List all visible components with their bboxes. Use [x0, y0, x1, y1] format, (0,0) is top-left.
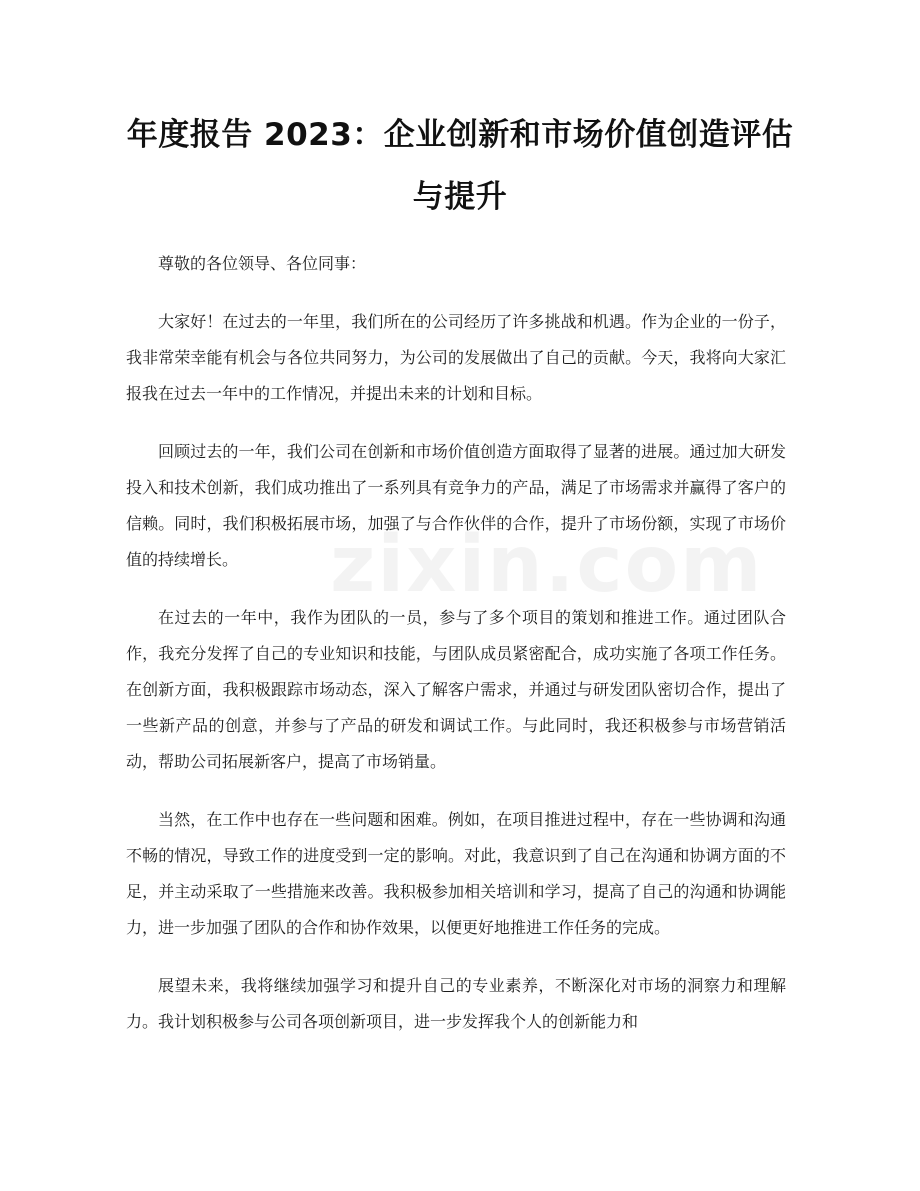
paragraph: 展望未来，我将继续加强学习和提升自己的专业素养，不断深化对市场的洞察力和理解力。我计划积极参与公司各项创新项目，进一步发挥我个人的创新能力和 — [126, 976, 786, 1031]
paragraph: 回顾过去的一年，我们公司在创新和市场价值创造方面取得了显著的进展。通过加大研发投入和技术创新，我们成功推出了一系列具有竞争力的产品，满足了市场需求并赢得了客户的信赖。同时，我们积极拓展市场，加强了与合作伙伴的合作，提升了市场份额，实现了市场价值的持续增长。 — [126, 442, 786, 569]
document-body — [126, 246, 786, 1062]
paragraph: 大家好！在过去的一年里，我们所在的公司经历了许多挑战和机遇。作为企业的一份子，我非常荣幸能有机会与各位共同努力，为公司的发展做出了自己的贡献。今天，我将向大家汇报我在过去一年中的工作情况，并提出未来的计划和目标。 — [126, 312, 786, 403]
paragraph: 在过去的一年中，我作为团队的一员，参与了多个项目的策划和推进工作。通过团队合作，我充分发挥了自己的专业知识和技能，与团队成员紧密配合，成功实施了各项工作任务。在创新方面，我积极跟踪市场动态，深入了解客户需求，并通过与研发团队密切合作，提出了一些新产品的创意，并参与了产品的研发和调试工作。与此同时，我还积极参与市场营销活动，帮助公司拓展新客户，提高了市场销量。 — [126, 608, 786, 771]
paragraph: 当然，在工作中也存在一些问题和困难。例如，在项目推进过程中，存在一些协调和沟通不畅的情况，导致工作的进度受到一定的影响。对此，我意识到了自己在沟通和协调方面的不足，并主动采取了一些措施来改善。我积极参加相关培训和学习，提高了自己的沟通和协调能力，进一步加强了团队的合作和协作效果，以便更好地推进工作任务的完成。 — [126, 810, 786, 937]
salutation: 尊敬的各位领导、各位同事： — [158, 254, 367, 273]
document-title: 年度报告 2023：企业创新和市场价值创造评估与提升 — [126, 117, 794, 215]
